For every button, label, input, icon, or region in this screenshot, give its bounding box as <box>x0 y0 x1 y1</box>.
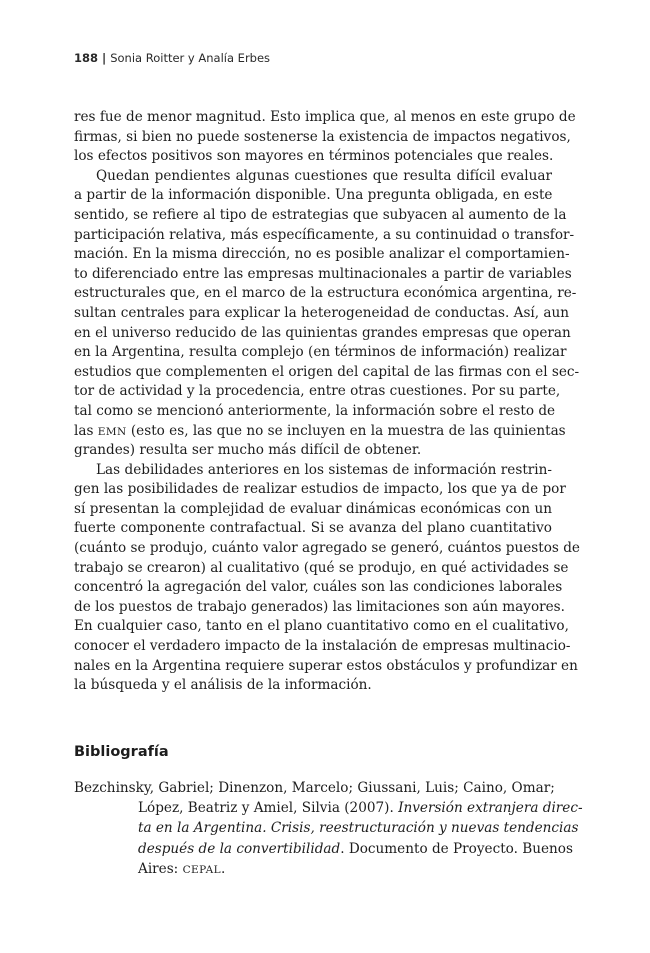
citation-place: Aires: <box>138 860 183 877</box>
citation-title: ta en la Argentina. Crisis, reestructuración y nuevas tendencias <box>138 820 579 837</box>
text-line: grandes) resulta ser mucho más difícil de obtener. <box>74 442 422 459</box>
citation-line <box>74 818 579 838</box>
text-line: trabajo se crearon) al cualitativo (qué se produjo, en qué actividades se <box>74 559 569 576</box>
running-header <box>74 51 270 65</box>
text-line: sultan centrales para explicar la heterogeneidad de conductas. Así, aun <box>74 304 570 321</box>
text-line: fuerte componente contrafactual. Si se avanza del plano cuantitativo <box>74 520 552 537</box>
text-line: participación relativa, más específicamente, a su continuidad o transfor- <box>74 226 575 243</box>
text-line: de los puestos de trabajo generados) las limitaciones son aún mayores. <box>74 598 565 615</box>
bibliography-entry <box>74 778 583 879</box>
citation-line <box>74 798 583 818</box>
text-line: tor de actividad y la procedencia, entre otras cuestiones. Por su parte, <box>74 383 561 400</box>
text-line: conocer el verdadero impacto de la instalación de empresas multinacio- <box>74 638 571 655</box>
text-line: tal como se mencionó anteriormente, la información sobre el resto de <box>74 402 556 419</box>
text-fragment: (esto es, las que no se incluyen en la muestra de las quinientas <box>126 422 566 439</box>
text-line: mación. En la misma dirección, no es posible analizar el comportamien- <box>74 246 570 263</box>
citation-line: Bezchinsky, Gabriel; Dinenzon, Marcelo; Giussani, Luis; Caino, Omar; <box>74 780 555 796</box>
text-line: sí presentan la complejidad de evaluar dinámicas económicas con un <box>74 500 552 517</box>
text-line: estructurales que, en el marco de la estructura económica argentina, re- <box>74 285 577 302</box>
citation-line <box>74 839 573 859</box>
text-line: sentido, se refiere al tipo de estrategias que subyacen al aumento de la <box>74 206 567 223</box>
citation-line <box>74 859 552 879</box>
text-line: to diferenciado entre las empresas multinacionales a partir de variables <box>74 265 572 282</box>
text-line: los efectos positivos son mayores en términos potenciales que reales. <box>74 148 554 165</box>
text-line <box>74 422 566 442</box>
header-separator: | <box>102 51 107 65</box>
body-text <box>74 108 580 696</box>
text-line: en el universo reducido de las quinientas grandes empresas que operan <box>74 324 571 341</box>
acronym-emn: EMN <box>97 425 127 438</box>
header-authors: Sonia Roitter y Analía Erbes <box>110 51 271 65</box>
paragraph-first-line: Quedan pendientes algunas cuestiones que resulta difícil evaluar <box>96 167 552 184</box>
text-line: nales en la Argentina requiere superar estos obstáculos y profundizar en <box>74 657 578 674</box>
text-line: en la Argentina, resulta complejo (en términos de información) realizar <box>74 344 567 361</box>
citation-authors: López, Beatriz y Amiel, Silvia (2007). <box>138 800 399 817</box>
text-line: (cuánto se produjo, cuánto valor agregado se generó, cuántos puestos de <box>74 540 580 557</box>
text-line: concentró la agregación del valor, cuáles son las condiciones laborales <box>74 579 563 596</box>
citation-title: Inversión extranjera direc- <box>398 800 583 817</box>
text-line: la búsqueda y el análisis de la información. <box>74 677 372 694</box>
acronym-cepal: CEPAL <box>182 863 221 876</box>
bibliography-heading: Bibliografía <box>74 744 169 760</box>
page-number: 188 <box>74 51 99 65</box>
text-line: gen las posibilidades de realizar estudios de impacto, los que ya de por <box>74 481 566 498</box>
text-line: estudios que complementen el origen del capital de las firmas con el sec- <box>74 363 580 380</box>
citation-title: después de la convertibilidad <box>138 840 341 857</box>
citation-publisher: . Documento de Proyecto. Buenos <box>340 840 573 857</box>
text-line: a partir de la información disponible. Una pregunta obligada, en este <box>74 187 553 204</box>
text-line: firmas, si bien no puede sostenerse la existencia de impactos negativos, <box>74 128 571 145</box>
paragraph-first-line: Las debilidades anteriores en los sistemas de información restrin- <box>96 461 552 478</box>
text-line: En cualquier caso, tanto en el plano cuantitativo como en el cualitativo, <box>74 618 569 635</box>
text-fragment: las <box>74 422 98 439</box>
citation-end: . <box>220 860 226 877</box>
text-line: res fue de menor magnitud. Esto implica que, al menos en este grupo de <box>74 109 576 125</box>
